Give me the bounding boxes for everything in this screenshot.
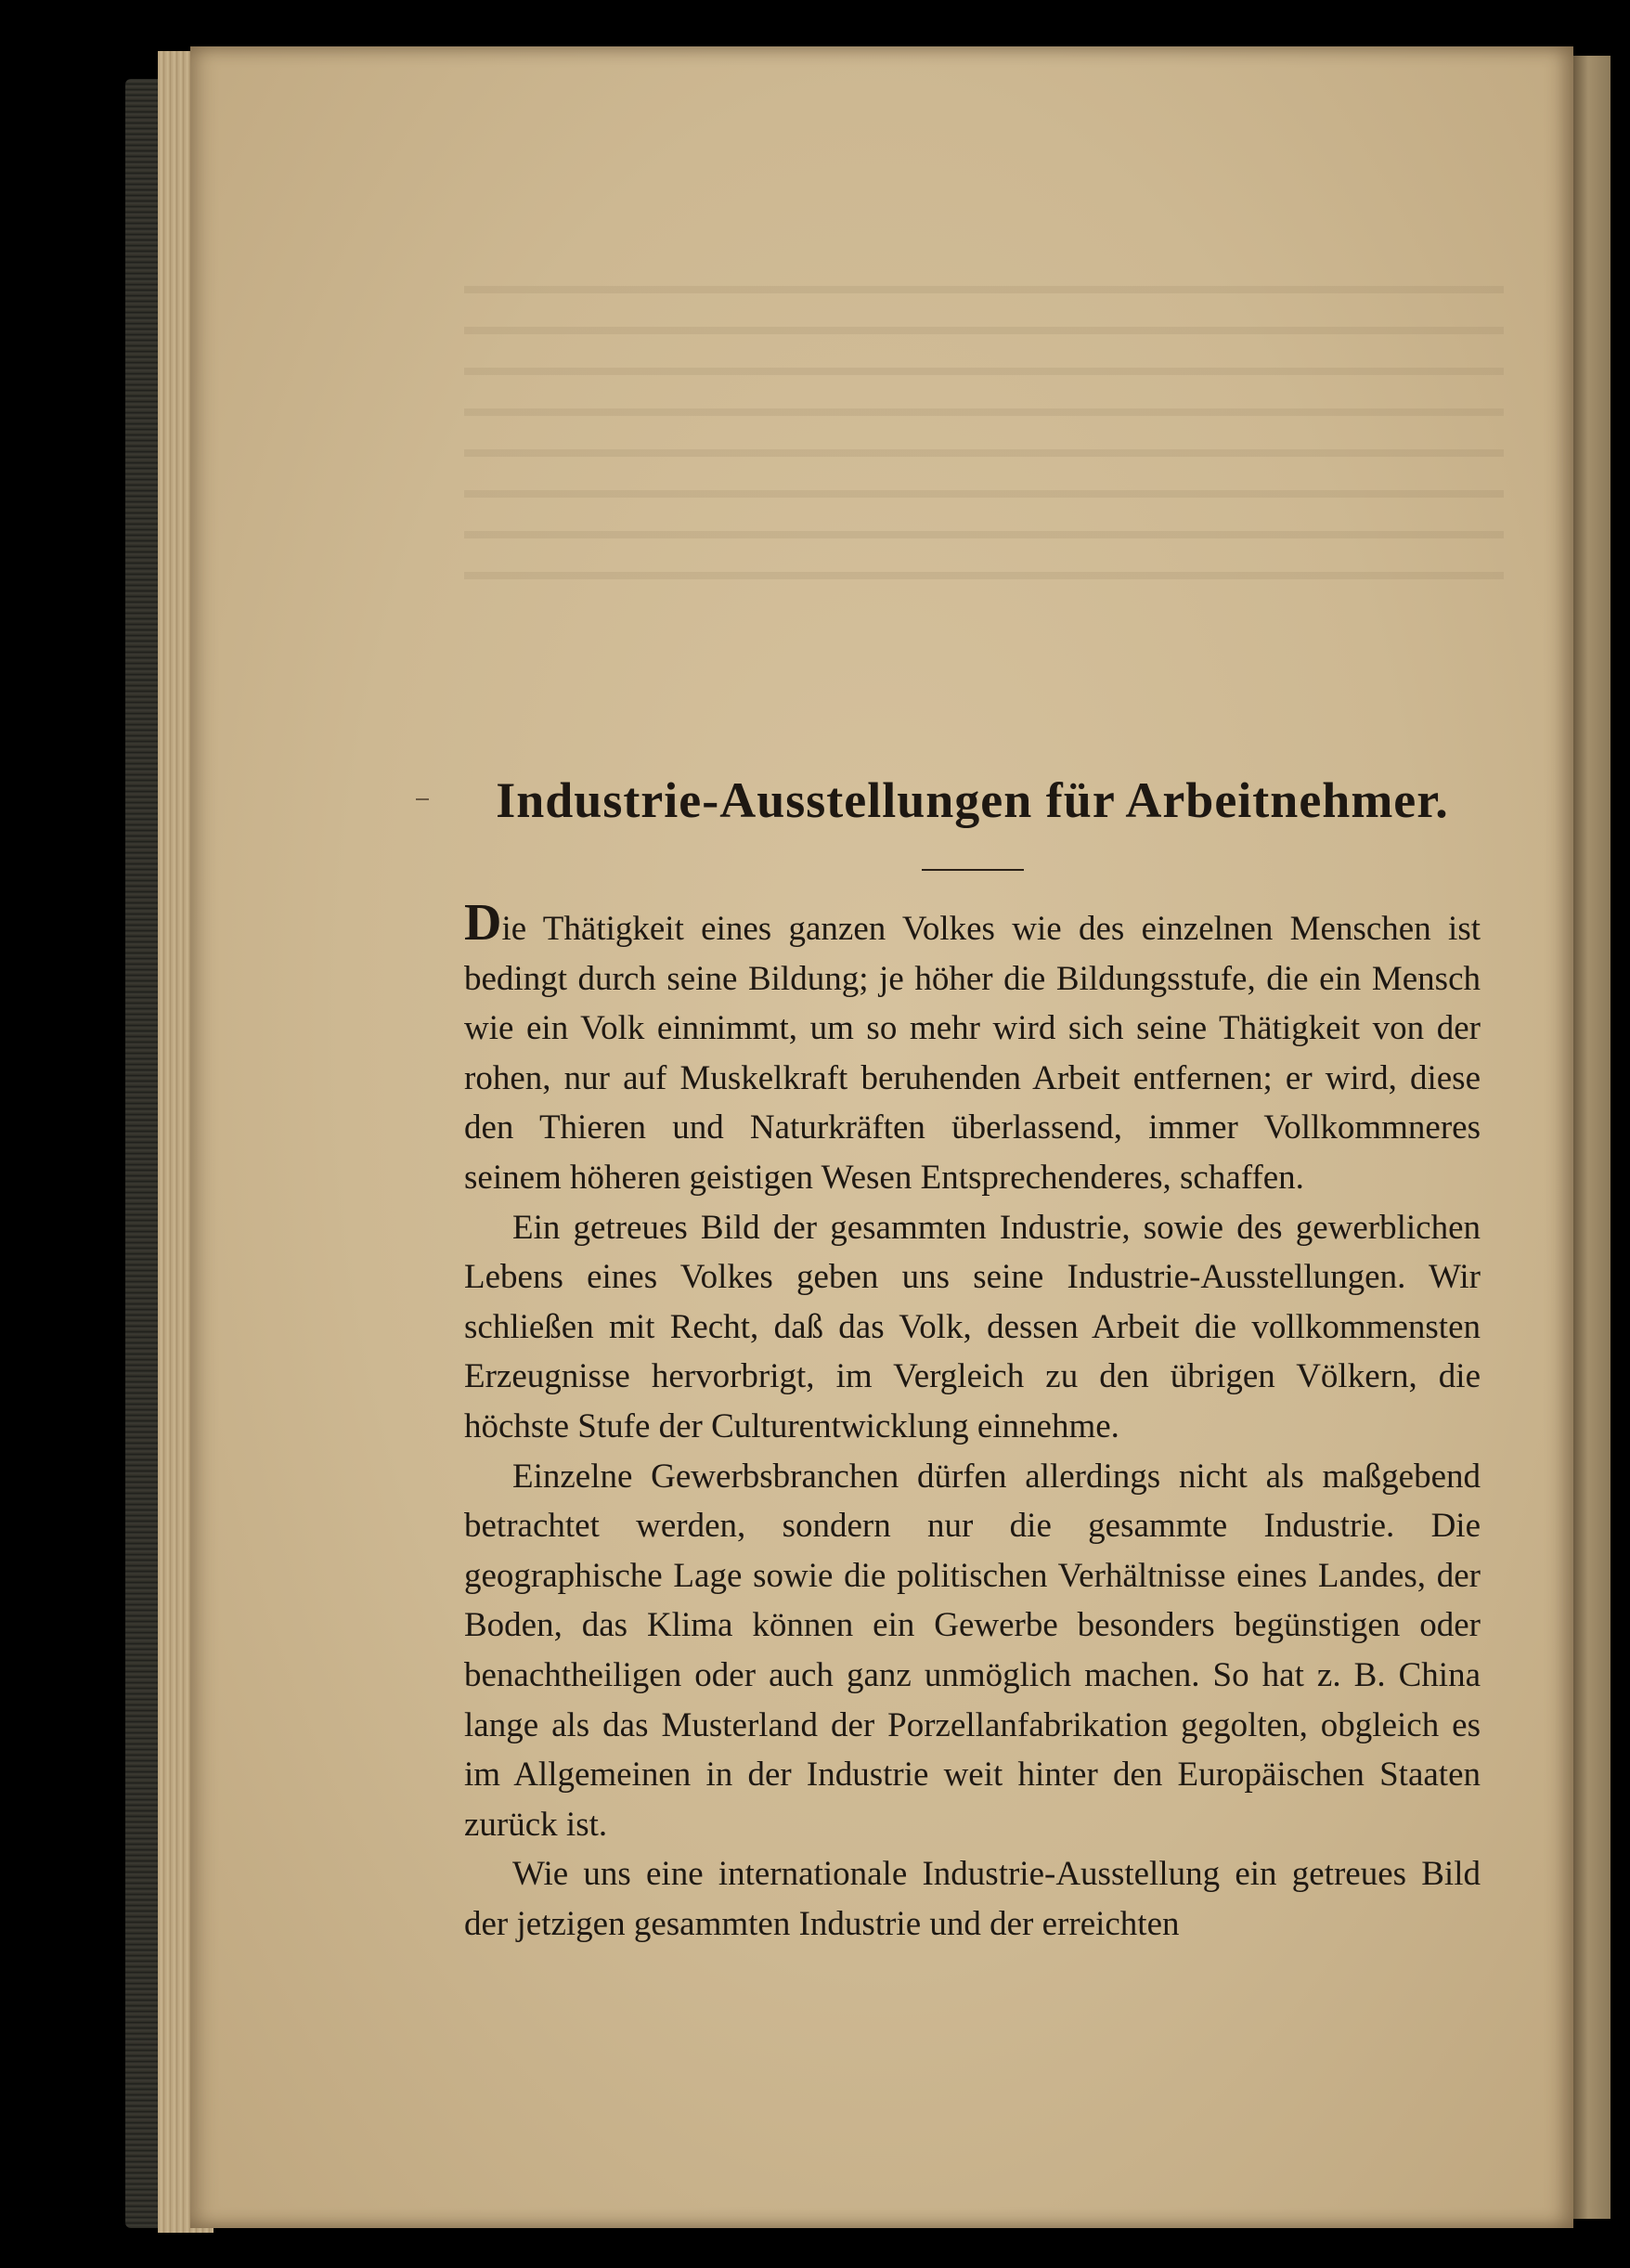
page-content — [464, 771, 1481, 1949]
paragraph-4: Wie uns eine internationale Industrie-Ausstellung ein getreues Bild der jetzigen gesammten Industrie und der erreichten — [464, 1855, 1481, 1943]
facing-page-edge — [1573, 56, 1611, 2219]
margin-mark — [416, 798, 429, 800]
paragraph-2: Ein getreues Bild der gesammten Industrie, sowie des gewerblichen Lebens eines Volkes geben uns seine Industrie-Ausstellungen. Wir schließen mit Recht, daß das Volk, dessen Arbeit die vollkommensten Erzeugnisse hervorbrigt, im Vergleich zu den übrigen Völkern, die höchste Stufe der Culturentwicklung einnehme. — [464, 1208, 1481, 1445]
drop-cap: D — [464, 894, 502, 952]
chapter-title: Industrie-Ausstellungen für Arbeitnehmer. — [496, 772, 1449, 828]
title-rule — [922, 869, 1024, 871]
show-through-text — [464, 279, 1504, 613]
paragraph-text: ie Thätigkeit eines ganzen Volkes wie des einzelnen Menschen ist bedingt durch seine Bildung; je höher die Bildungsstufe, die ein Mensch wie ein Volk einnimmt, um so mehr wird sich seine Thätigkeit von der rohen, nur auf Muskelkraft beruhenden Arbeit entfernen; er wird, diese den Thieren und Naturkräften überlassend, immer Vollkommneres seinem höheren geistigen Wesen Entsprechenderes, schaffen. — [464, 910, 1481, 1197]
paragraph-1 — [464, 894, 1481, 1203]
paragraph-3: Einzelne Gewerbsbranchen dürfen allerdings nicht als maßgebend betrachtet werden, sondern nur die gesammte Industrie. Die geographische Lage sowie die politischen Verhältnisse eines Landes, der Boden, das Klima können ein Gewerbe besonders begünstigen oder benachtheiligen oder auch ganz unmöglich machen. So hat z. B. China lange als das Musterland der Porzellanfabrikation gegolten, obgleich es im Allgemeinen in der Industrie weit hinter den Europäischen Staaten zurück ist. — [464, 1457, 1481, 1844]
